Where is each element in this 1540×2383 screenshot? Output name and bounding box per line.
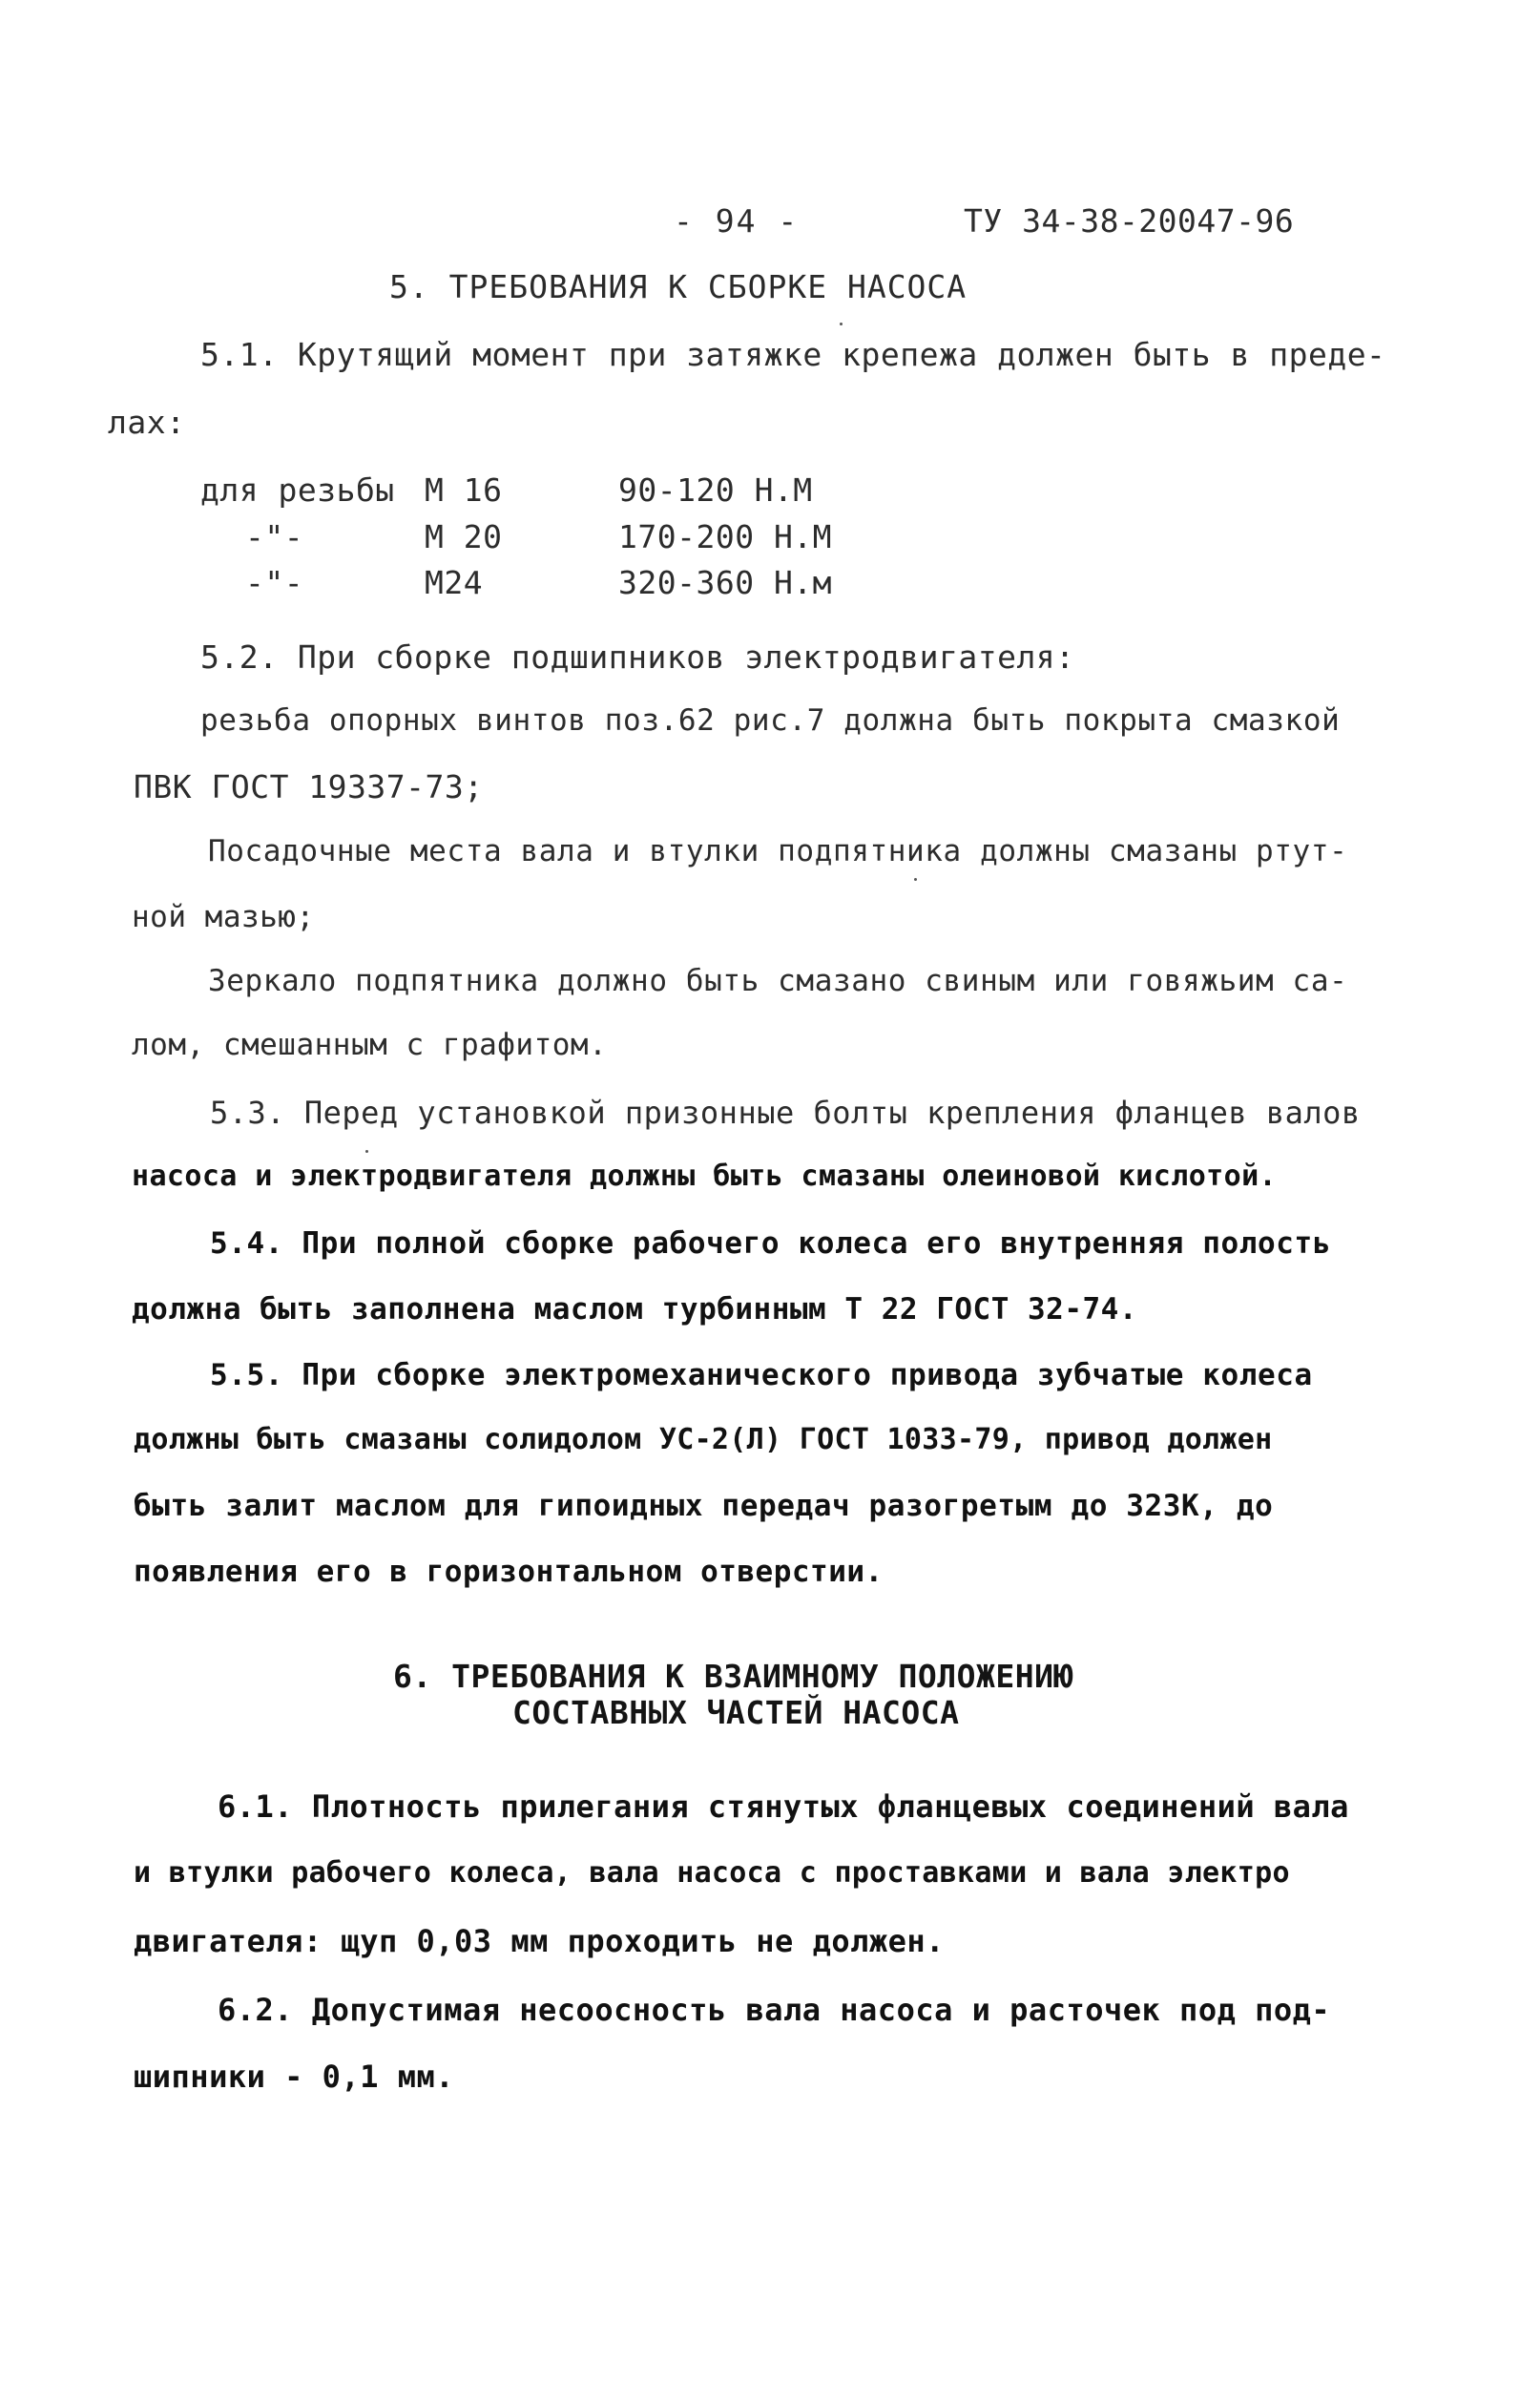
thread-row-1-label: для резьбы [200, 471, 395, 509]
scan-speck [365, 1150, 368, 1153]
paragraph-6-2-line-2: шипники - 0,1 мм. [134, 2059, 455, 2095]
paragraph-6-1-line-2: и втулки рабочего колеса, вала насоса с проставками и вала электро [134, 1856, 1290, 1890]
paragraph-5-1-line-2: лах: [108, 404, 186, 441]
paragraph-6-1-line-1: 6.1. Плотность прилегания стянутых фланцевых соединений вала [218, 1788, 1349, 1825]
thread-row-3-label: -"- [245, 564, 304, 601]
paragraph-5-5-line-1: 5.5. При сборке электромеханического привода зубчатые колеса [210, 1358, 1313, 1392]
paragraph-5-2-line-4: Посадочные места вала и втулки подпятника должны смазаны ртут- [208, 834, 1348, 868]
thread-row-2-size: М 20 [425, 518, 503, 555]
thread-row-2-torque: 170-200 Н.М [618, 518, 833, 555]
thread-row-2-label: -"- [245, 518, 304, 555]
page-number: - 94 - [674, 202, 800, 240]
thread-row-1-size: М 16 [425, 471, 503, 509]
paragraph-5-1-line-1: 5.1. Крутящий момент при затяжке крепежа должен быть в преде- [200, 336, 1386, 373]
paragraph-5-4-line-1: 5.4. При полной сборке рабочего колеса его внутренняя полость [210, 1226, 1332, 1261]
paragraph-5-3-line-2: насоса и электродвигателя должны быть смазаны олеиновой кислотой. [132, 1160, 1277, 1193]
scan-speck [840, 323, 843, 325]
paragraph-5-4-line-2: должна быть заполнена маслом турбинным Т 22 ГОСТ 32-74. [132, 1292, 1137, 1327]
paragraph-6-2-line-1: 6.2. Допустимая несоосность вала насоса и расточек под под- [218, 1992, 1331, 2028]
paragraph-5-5-line-2: должны быть смазаны солидолом УС-2(Л) ГОСТ 1033-79, привод должен [134, 1423, 1273, 1456]
paragraph-5-2-line-1: 5.2. При сборке подшипников электродвигателя: [200, 638, 1075, 676]
paragraph-5-2-line-6: Зеркало подпятника должно быть смазано свиным или говяжьим са- [208, 964, 1348, 998]
scan-speck [914, 878, 917, 881]
paragraph-5-5-line-3: быть залит маслом для гипоидных передач разогретым до 323К, до [134, 1489, 1274, 1523]
thread-row-3-torque: 320-360 Н.м [618, 564, 833, 601]
thread-row-1-torque: 90-120 Н.М [618, 471, 813, 509]
paragraph-5-2-line-7: лом, смешанным с графитом. [132, 1028, 608, 1062]
document-code: ТУ 34-38-20047-96 [964, 202, 1295, 240]
section-6-title-line-2: СОСТАВНЫХ ЧАСТЕЙ НАСОСА [512, 1694, 960, 1731]
thread-row-3-size: М24 [425, 564, 484, 601]
section-6-title-line-1: 6. ТРЕБОВАНИЯ К ВЗАИМНОМУ ПОЛОЖЕНИЮ [393, 1658, 1073, 1695]
paragraph-5-5-line-4: появления его в горизонтальном отверстии. [134, 1555, 884, 1589]
paragraph-6-1-line-3: двигателя: щуп 0,03 мм проходить не должен. [134, 1923, 945, 1959]
section-5-title: 5. ТРЕБОВАНИЯ К СБОРКЕ НАСОСА [389, 268, 968, 305]
paragraph-5-2-line-5: ной мазью; [132, 900, 315, 934]
paragraph-5-2-line-3: ПВК ГОСТ 19337-73; [134, 768, 484, 805]
paragraph-5-2-line-2: резьба опорных винтов поз.62 рис.7 должна быть покрыта смазкой [200, 703, 1341, 738]
paragraph-5-3-line-1: 5.3. Перед установкой призонные болты крепления фланцев валов [210, 1095, 1361, 1131]
